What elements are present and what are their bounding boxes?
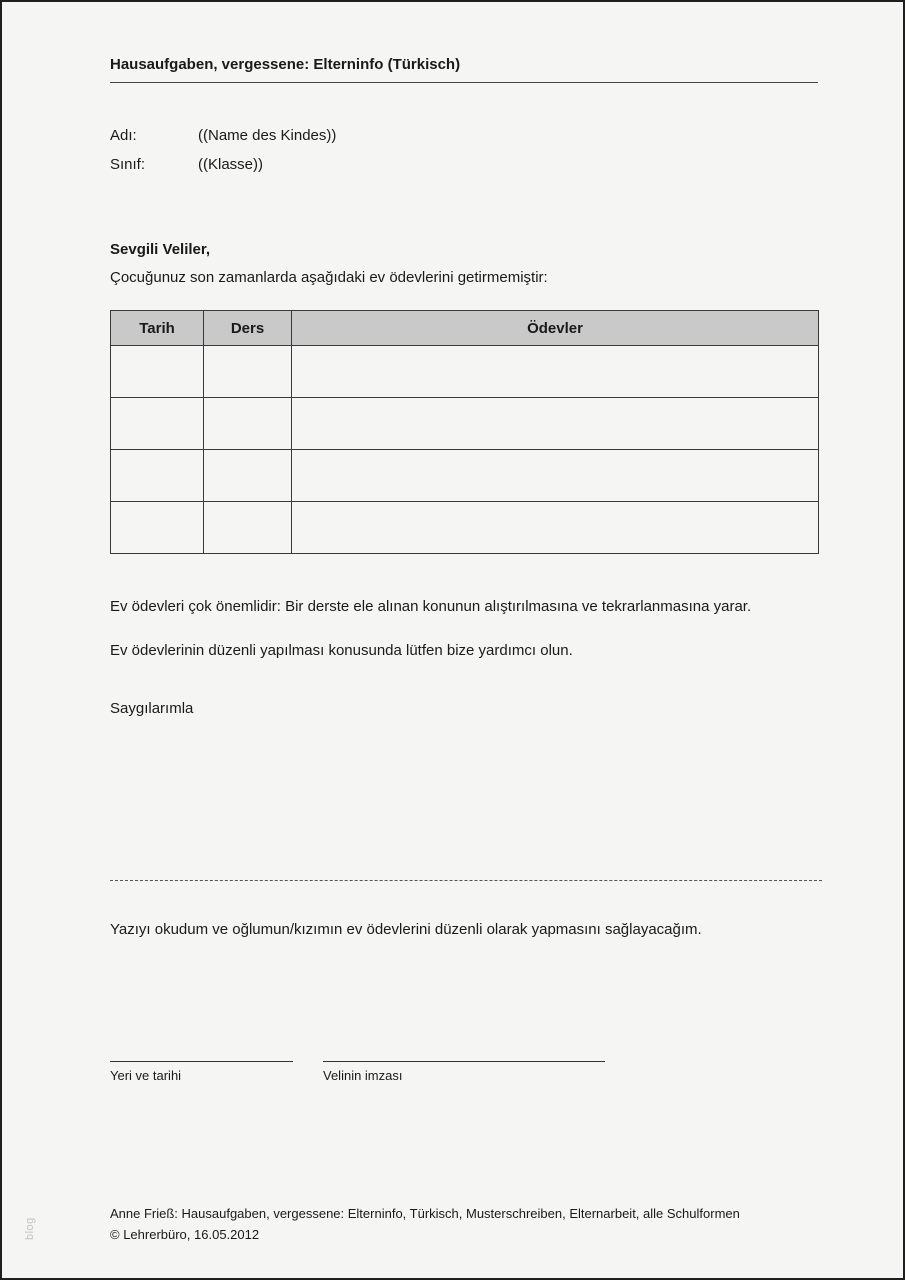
signature-line-place-date bbox=[110, 1061, 293, 1062]
table-cell bbox=[204, 398, 292, 450]
field-class bbox=[110, 156, 818, 173]
closing-text: Saygılarımla bbox=[110, 699, 194, 717]
table-row bbox=[111, 502, 819, 554]
signature-label-place-date: Yeri ve tarihi bbox=[110, 1067, 182, 1083]
footer-copyright: © Lehrerbüro, 16.05.2012 bbox=[110, 1227, 260, 1243]
table-row bbox=[111, 398, 819, 450]
table-header-tarih: Tarih bbox=[111, 311, 204, 346]
table-cell bbox=[111, 450, 204, 502]
table-cell bbox=[111, 346, 204, 398]
footer-attribution: Anne Frieß: Hausaufgaben, vergessene: Elterninfo, Türkisch, Musterschreiben, Elternarbeit, alle Schulformen bbox=[110, 1206, 740, 1222]
table-cell bbox=[292, 502, 819, 554]
table-cell bbox=[111, 502, 204, 554]
signature-label-parent: Velinin imzası bbox=[323, 1067, 403, 1083]
field-name-label: Adı: bbox=[110, 127, 137, 144]
table-header-odevler: Ödevler bbox=[292, 311, 819, 346]
body-paragraph-2: Ev ödevlerinin düzenli yapılması konusunda lütfen bize yardımcı olun. bbox=[110, 641, 573, 659]
table-cell bbox=[204, 450, 292, 502]
field-class-label: Sınıf: bbox=[110, 156, 146, 173]
document-title: Hausaufgaben, vergessene: Elterninfo (Türkisch) bbox=[110, 50, 818, 83]
body-paragraph-1: Ev ödevleri çok önemlidir: Bir derste ele alınan konunun alıştırılmasına ve tekrarlanmasına yarar. bbox=[110, 598, 752, 615]
salutation: Sevgili Veliler, bbox=[110, 241, 211, 258]
table-row bbox=[111, 346, 819, 398]
signature-line-parent bbox=[323, 1061, 605, 1062]
signature-block-parent bbox=[323, 1061, 605, 1083]
table-body bbox=[111, 346, 819, 554]
footer bbox=[110, 1204, 822, 1246]
table-header-row bbox=[111, 311, 819, 346]
intro-text: Çocuğunuz son zamanlarda aşağıdaki ev ödevlerini getirmemiştir: bbox=[110, 269, 548, 286]
child-fields bbox=[110, 127, 818, 173]
blog-watermark: blog bbox=[24, 1217, 36, 1240]
signature-block-place-date bbox=[110, 1061, 293, 1083]
table-cell bbox=[292, 398, 819, 450]
signature-section bbox=[110, 1061, 818, 1083]
table-header-ders: Ders bbox=[204, 311, 292, 346]
letter-page bbox=[2, 2, 903, 1278]
table-cell bbox=[204, 346, 292, 398]
tear-off-dashed-line bbox=[110, 880, 822, 881]
table-cell bbox=[111, 398, 204, 450]
table-cell bbox=[292, 450, 819, 502]
table-row bbox=[111, 450, 819, 502]
table-cell bbox=[204, 502, 292, 554]
field-class-value: ((Klasse)) bbox=[198, 156, 264, 173]
field-name bbox=[110, 127, 818, 144]
confirmation-text: Yazıyı okudum ve oğlumun/kızımın ev ödevlerini düzenli olarak yapmasını sağlayacağım. bbox=[110, 920, 702, 938]
field-name-value: ((Name des Kindes)) bbox=[198, 127, 337, 144]
homework-table bbox=[110, 310, 819, 554]
table-cell bbox=[292, 346, 819, 398]
